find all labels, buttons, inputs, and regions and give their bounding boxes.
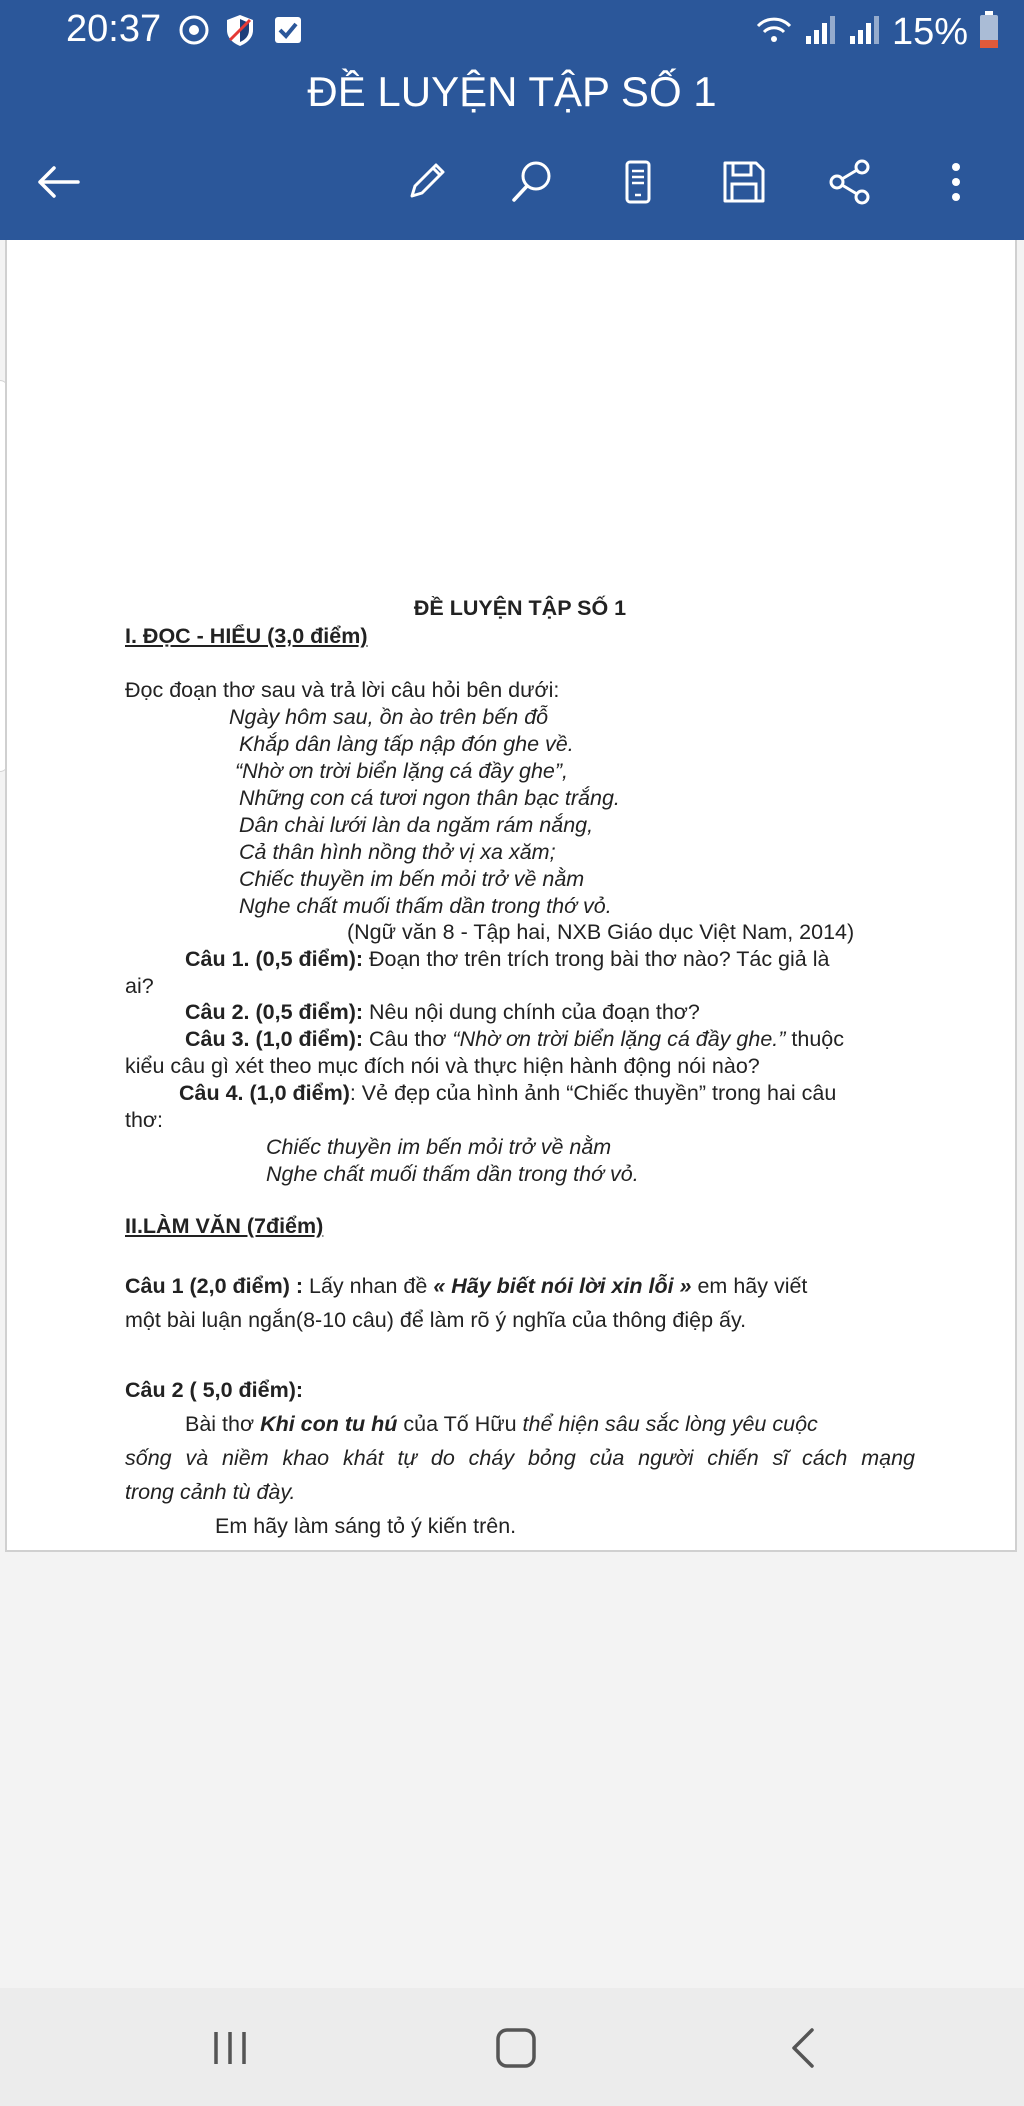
checkbox-icon bbox=[270, 12, 306, 48]
question-1-label: Câu 1. (0,5 điểm): bbox=[185, 947, 364, 971]
share-icon[interactable] bbox=[818, 150, 882, 214]
question-3 bbox=[185, 1027, 844, 1052]
question-4-label: Câu 4. (1,0 điểm) bbox=[179, 1081, 350, 1105]
poem-line: Ngày hôm sau, ồn ào trên bến đỗ bbox=[229, 705, 549, 729]
poem-line: Những con cá tươi ngon thân bạc trắng. bbox=[239, 786, 620, 810]
mobile-view-icon[interactable] bbox=[606, 150, 670, 214]
essay-2-italic: thể hiện sâu sắc lòng yêu cuộc bbox=[522, 1412, 818, 1436]
essay-2-line1 bbox=[185, 1412, 818, 1437]
document-title-header: ĐỀ LUYỆN TẬP SỐ 1 bbox=[307, 68, 717, 115]
question-2-text: Nêu nội dung chính của đoạn thơ? bbox=[363, 1000, 700, 1024]
question-1 bbox=[185, 947, 829, 972]
quoted-poem-line: Nghe chất muối thấm dần trong thớ vỏ. bbox=[266, 1162, 639, 1186]
signal-icon bbox=[804, 12, 838, 53]
essay-2-pre: Bài thơ bbox=[185, 1412, 261, 1436]
home-icon[interactable] bbox=[476, 2008, 556, 2088]
question-3-cont: kiểu câu gì xét theo mục đích nói và thực hiện hành động nói nào? bbox=[125, 1054, 760, 1078]
section1-heading: I. ĐỌC - HIỂU (3,0 điểm) bbox=[125, 624, 368, 648]
section2-heading: II.LÀM VĂN (7điểm) bbox=[125, 1214, 324, 1238]
essay-1-cont: một bài luận ngắn(8-10 câu) để làm rõ ý nghĩa của thông điệp ấy. bbox=[125, 1308, 747, 1332]
essay-2-line2: sống và niềm khao khát tự do cháy bỏng của người chiến sĩ cách mạng bbox=[125, 1446, 915, 1470]
question-4 bbox=[179, 1081, 836, 1106]
back-arrow-icon[interactable] bbox=[26, 150, 90, 214]
poem-line: “Nhờ ơn trời biển lặng cá đầy ghe”, bbox=[235, 759, 568, 783]
question-3-label: Câu 3. (1,0 điểm): bbox=[185, 1027, 364, 1051]
poem-line: Nghe chất muối thấm dần trong thớ vỏ. bbox=[239, 894, 612, 918]
save-icon[interactable] bbox=[712, 150, 776, 214]
status-right bbox=[754, 8, 1000, 56]
more-vertical-icon[interactable] bbox=[924, 150, 988, 214]
app-bar bbox=[0, 0, 1024, 240]
essay-2-label: Câu 2 ( 5,0 điểm): bbox=[125, 1378, 304, 1402]
essay-2-line4: Em hãy làm sáng tỏ ý kiến trên. bbox=[215, 1514, 517, 1538]
essay-1-post: em hãy viết bbox=[691, 1274, 808, 1298]
question-2 bbox=[185, 1000, 700, 1025]
system-nav-bar bbox=[0, 1988, 1024, 2106]
quoted-poem-line: Chiếc thuyền im bến mỏi trở về nằm bbox=[266, 1135, 612, 1159]
status-bar bbox=[0, 0, 1024, 62]
poem-line: Khắp dân làng tấp nập đón ghe về. bbox=[239, 732, 574, 756]
question-3-quote: “Nhờ ơn trời biển lặng cá đầy ghe.” bbox=[452, 1027, 786, 1051]
status-time: 20:37 bbox=[66, 8, 162, 50]
essay-1-label: Câu 1 (2,0 điểm) : bbox=[125, 1274, 304, 1298]
shield-icon bbox=[222, 12, 258, 48]
battery-icon bbox=[978, 10, 1000, 55]
question-4-text: : Vẻ đẹp của hình ảnh “Chiếc thuyền” trong hai câu bbox=[349, 1081, 837, 1105]
essay-2-line3: trong cảnh tù đày. bbox=[125, 1480, 296, 1504]
question-1-text: Đoạn thơ trên trích trong bài thơ nào? Tác giả là bbox=[363, 947, 830, 971]
document-page[interactable] bbox=[5, 240, 1017, 1552]
sync-icon bbox=[176, 12, 212, 48]
essay-2-title: Khi con tu hú bbox=[260, 1412, 398, 1436]
search-icon[interactable] bbox=[500, 150, 564, 214]
question-1-cont: ai? bbox=[125, 974, 154, 998]
doc-heading: ĐỀ LUYỆN TẬP SỐ 1 bbox=[413, 596, 627, 620]
poem-line: Chiếc thuyền im bến mỏi trở về nằm bbox=[239, 867, 585, 891]
poem-line: Dân chài lưới làn da ngăm rám nắng, bbox=[239, 813, 594, 837]
wifi-icon bbox=[754, 12, 794, 53]
essay-2-mid: của Tố Hữu bbox=[397, 1412, 523, 1436]
back-icon[interactable] bbox=[764, 2008, 844, 2088]
poem-line: Cả thân hình nồng thở vị xa xăm; bbox=[239, 840, 556, 864]
intro-text: Đọc đoạn thơ sau và trả lời câu hỏi bên dưới: bbox=[125, 678, 560, 702]
question-4-cont: thơ: bbox=[125, 1108, 164, 1132]
battery-percent: 15% bbox=[891, 10, 968, 53]
question-3-pre: Câu thơ bbox=[363, 1027, 453, 1051]
essay-1-quote: « Hãy biết nói lời xin lỗi » bbox=[433, 1274, 692, 1298]
question-2-label: Câu 2. (0,5 điểm): bbox=[185, 1000, 364, 1024]
signal-icon bbox=[848, 12, 882, 53]
question-3-post: thuộc bbox=[785, 1027, 844, 1051]
edit-pencil-icon[interactable] bbox=[394, 150, 458, 214]
poem-source: (Ngữ văn 8 - Tập hai, NXB Giáo dục Việt Nam, 2014) bbox=[347, 920, 855, 944]
essay-1 bbox=[125, 1274, 807, 1299]
recent-apps-icon[interactable] bbox=[190, 2008, 270, 2088]
essay-1-pre: Lấy nhan đề bbox=[303, 1274, 434, 1298]
